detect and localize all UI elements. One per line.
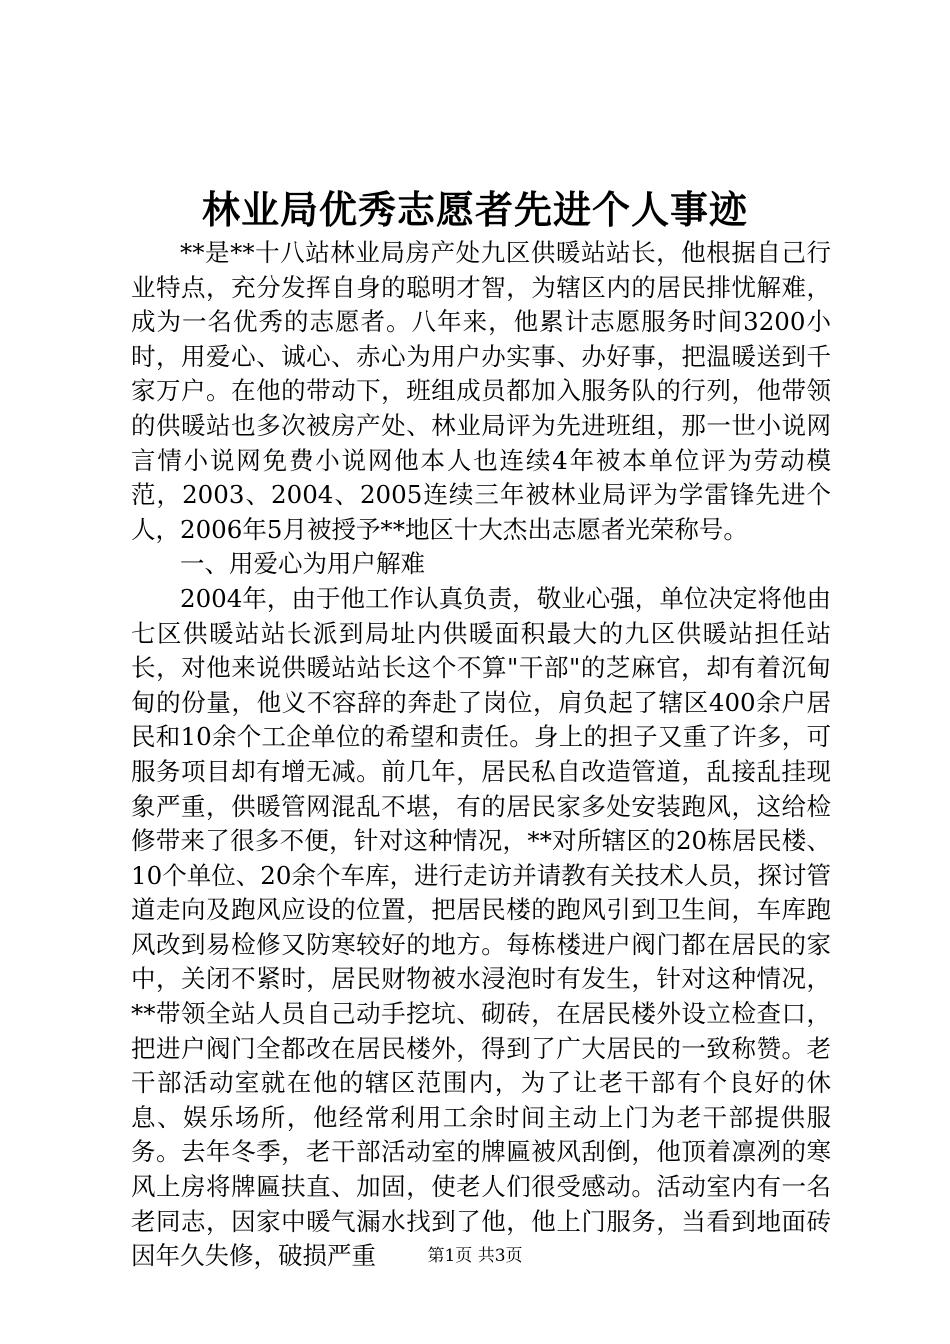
page-footer: 第1页 共3页	[427, 1246, 523, 1266]
document-body	[131, 236, 831, 1274]
body-paragraph: **是**十八站林业局房产处九区供暖站站长，他根据自己行业特点，充分发挥自身的聪明才智，为辖区内的居民排忧解难，成为一名优秀的志愿者。八年来，他累计志愿服务时间3200小时，用爱心、诚心、赤心为用户办实事、办好事，把温暖送到千家万户。在他的带动下，班组成员都加入服务队的行列，他带领的供暖站也多次被房产处、林业局评为先进班组，那一世小说网言情小说网免费小说网他本人也连续4年被本单位评为劳动模范，2003、2004、2005连续三年被林业局评为学雷锋先进个人，2006年5月被授予**地区十大杰出志愿者光荣称号。	[131, 238, 831, 544]
section-heading: 一、用爱心为用户解难	[180, 549, 425, 579]
body-paragraph: 2004年，由于他工作认真负责，敬业心强，单位决定将他由七区供暖站站长派到局址内供暖面积最大的九区供暖站担任站长，对他来说供暖站站长这个不算"干部"的芝麻官，却有着沉甸甸的份量，他义不容辞的奔赴了岗位，肩负起了辖区400余户居民和10余个工企单位的希望和责任。身上的担子又重了许多，可服务项目却有增无减。前几年，居民私自改造管道，乱接乱挂现象严重，供暖管网混乱不堪，有的居民家多处安装跑风，这给检修带来了很多不便，针对这种情况，**对所辖区的20栋居民楼、10个单位、20余个车库，进行走访并请教有关技术人员，探讨管道走向及跑风应设的位置，把居民楼的跑风引到卫生间，车库跑风改到易检修又防寒较好的地方。每栋楼进户阀门都在居民的家中，关闭不紧时，居民财物被水浸泡时有发生，针对这种情况，**带领全站人员自己动手挖坑、砌砖，在居民楼外设立检查口，把进户阀门全都改在居民楼外，得到了广大居民的一致称赞。老干部活动室就在他的辖区范围内，为了让老干部有个良好的休息、娱乐场所，他经常利用工余时间主动上门为老干部提供服务。去年冬季，老干部活动室的牌匾被风刮倒，他顶着凛冽的寒风上房将牌匾扶直、加固，使老人们很受感动。活动室内有一名老同志，因家中暖气漏水找到了他，他上门服务，当看到地面砖因年久失修，破损严重	[131, 583, 831, 1271]
document-title: 林业局优秀志愿者先进个人事迹	[201, 187, 748, 232]
